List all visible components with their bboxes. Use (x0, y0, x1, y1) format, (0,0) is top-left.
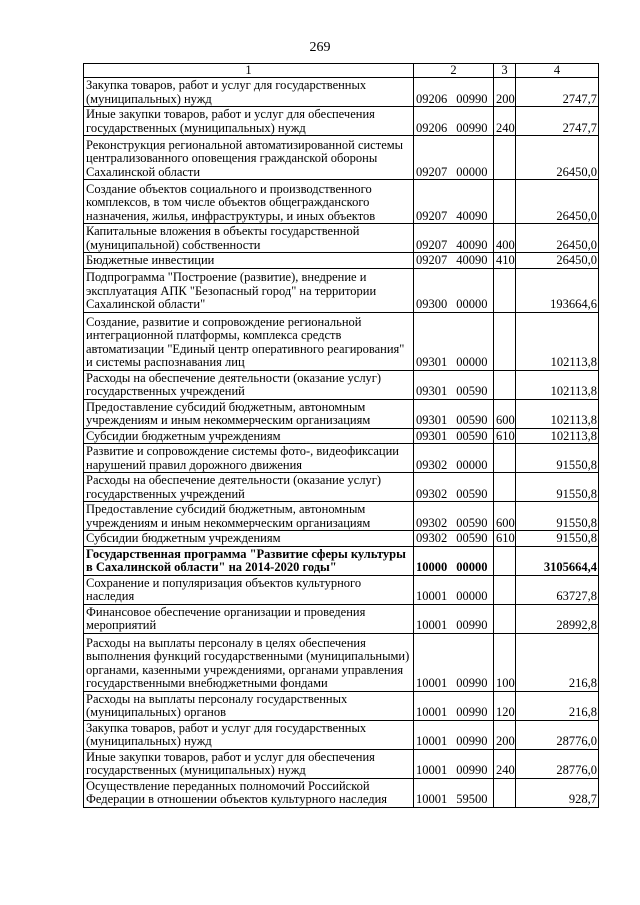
row-sum-cell: 3105664,4 (516, 546, 599, 575)
row-code-direction: 00990 (456, 120, 488, 135)
row-sum-cell: 91550,8 (516, 444, 599, 473)
row-name-cell: Создание, развитие и сопровождение региональной интеграционной платформы, комплекса средств автоматизации "Единый центр оперативного реагирования" и системы распознавания лиц (84, 312, 414, 370)
row-code-cell (414, 312, 494, 370)
row-code-cell (414, 749, 494, 778)
table-row (84, 78, 599, 107)
row-expense-type-cell (494, 604, 516, 633)
row-sum-cell: 2747,7 (516, 107, 599, 136)
table-row (84, 268, 599, 312)
row-expense-type-cell (494, 473, 516, 502)
row-sum-cell: 216,8 (516, 633, 599, 691)
table-row (84, 720, 599, 749)
row-expense-type-cell: 610 (494, 531, 516, 547)
row-code-cell (414, 253, 494, 269)
header-cell-sum: 4 (516, 64, 599, 78)
table-row (84, 428, 599, 444)
row-code-program: 10001 (416, 618, 448, 632)
row-code-cell (414, 428, 494, 444)
row-code-cell (414, 473, 494, 502)
row-code-program: 09207 (416, 164, 448, 179)
header-cell-vr: 3 (494, 64, 516, 78)
row-name-cell: Финансовое обеспечение организации и проведения мероприятий (84, 604, 414, 633)
page-number: 269 (309, 40, 331, 55)
row-sum-cell: 63727,8 (516, 575, 599, 604)
row-code-direction: 40090 (456, 208, 488, 223)
table-row (84, 370, 599, 399)
row-sum-cell: 91550,8 (516, 502, 599, 531)
row-code-direction: 00000 (456, 589, 488, 603)
row-code-program: 09206 (416, 120, 448, 135)
row-code-direction: 59500 (456, 792, 488, 806)
row-code-program: 09207 (416, 253, 448, 267)
row-code-program: 09302 (416, 531, 448, 545)
table-row (84, 180, 599, 224)
row-code-direction: 00990 (456, 763, 488, 777)
row-code-program: 09301 (416, 428, 448, 443)
row-expense-type-cell: 600 (494, 399, 516, 428)
row-sum-cell: 193664,6 (516, 268, 599, 312)
row-code-cell (414, 136, 494, 180)
row-name-cell: Расходы на выплаты персоналу государственных (муниципальных) органов (84, 691, 414, 720)
table-row (84, 224, 599, 253)
row-expense-type-cell: 410 (494, 253, 516, 269)
row-code-cell (414, 778, 494, 807)
row-code-program: 09301 (416, 355, 448, 369)
table-row (84, 546, 599, 575)
row-code-direction: 00590 (456, 515, 488, 530)
row-code-direction: 00990 (456, 676, 488, 690)
row-code-direction: 00590 (456, 486, 488, 501)
table-row (84, 473, 599, 502)
table-row (84, 399, 599, 428)
header-cell-name: 1 (84, 64, 414, 78)
row-code-cell (414, 444, 494, 473)
row-expense-type-cell (494, 136, 516, 180)
row-sum-cell: 91550,8 (516, 531, 599, 547)
row-expense-type-cell: 200 (494, 78, 516, 107)
row-sum-cell: 2747,7 (516, 78, 599, 107)
budget-table (83, 63, 599, 808)
row-code-direction: 00990 (456, 734, 488, 748)
row-name-cell: Государственная программа "Развитие сферы культуры в Сахалинской области" на 2014-2020 годы" (84, 546, 414, 575)
row-expense-type-cell (494, 312, 516, 370)
row-sum-cell: 28776,0 (516, 720, 599, 749)
row-code-direction: 40090 (456, 237, 488, 252)
row-sum-cell: 216,8 (516, 691, 599, 720)
row-sum-cell: 102113,8 (516, 399, 599, 428)
row-expense-type-cell (494, 180, 516, 224)
row-expense-type-cell (494, 268, 516, 312)
row-name-cell: Закупка товаров, работ и услуг для государственных (муниципальных) нужд (84, 720, 414, 749)
row-name-cell: Осуществление переданных полномочий Российской Федерации в отношении объектов культурного наследия (84, 778, 414, 807)
table-row (84, 253, 599, 269)
header-cell-code: 2 (414, 64, 494, 78)
row-code-program: 09207 (416, 208, 448, 223)
row-code-cell (414, 180, 494, 224)
row-code-program: 09207 (416, 237, 448, 252)
row-name-cell: Иные закупки товаров, работ и услуг для обеспечения государственных (муниципальных) нужд (84, 107, 414, 136)
row-code-program: 10001 (416, 763, 448, 777)
row-code-direction: 00990 (456, 705, 488, 719)
row-name-cell: Капитальные вложения в объекты государственной (муниципальной) собственности (84, 224, 414, 253)
row-sum-cell: 102113,8 (516, 312, 599, 370)
row-code-cell (414, 370, 494, 399)
row-expense-type-cell (494, 575, 516, 604)
row-name-cell: Субсидии бюджетным учреждениям (84, 428, 414, 444)
header-row (84, 64, 599, 78)
row-name-cell: Сохранение и популяризация объектов культурного наследия (84, 575, 414, 604)
row-code-cell (414, 633, 494, 691)
row-code-cell (414, 399, 494, 428)
row-expense-type-cell: 600 (494, 502, 516, 531)
row-code-direction: 00000 (456, 457, 488, 472)
row-sum-cell: 102113,8 (516, 370, 599, 399)
row-code-program: 10001 (416, 676, 448, 690)
row-sum-cell: 26450,0 (516, 180, 599, 224)
row-name-cell: Бюджетные инвестиции (84, 253, 414, 269)
row-expense-type-cell: 100 (494, 633, 516, 691)
row-code-program: 10001 (416, 734, 448, 748)
row-expense-type-cell: 120 (494, 691, 516, 720)
row-expense-type-cell (494, 444, 516, 473)
row-expense-type-cell: 240 (494, 749, 516, 778)
table-row (84, 444, 599, 473)
row-code-cell (414, 78, 494, 107)
row-code-program: 09302 (416, 457, 448, 472)
row-sum-cell: 26450,0 (516, 136, 599, 180)
row-expense-type-cell (494, 778, 516, 807)
table-row (84, 749, 599, 778)
row-code-program: 10001 (416, 792, 448, 806)
row-expense-type-cell (494, 546, 516, 575)
row-code-cell (414, 720, 494, 749)
row-code-program: 09206 (416, 91, 448, 106)
row-code-direction: 00000 (456, 164, 488, 179)
row-name-cell: Развитие и сопровождение системы фото-, видеофиксации нарушений правил дорожного движения (84, 444, 414, 473)
row-code-direction: 00000 (456, 355, 488, 369)
table-row (84, 107, 599, 136)
row-expense-type-cell: 400 (494, 224, 516, 253)
row-name-cell: Подпрограмма "Построение (развитие), внедрение и эксплуатация АПК "Безопасный город" на территории Сахалинской области" (84, 268, 414, 312)
row-code-cell (414, 107, 494, 136)
row-expense-type-cell (494, 370, 516, 399)
row-code-cell (414, 575, 494, 604)
row-code-direction: 40090 (456, 253, 488, 267)
row-name-cell: Предоставление субсидий бюджетным, автономным учреждениям и иным некоммерческим организациям (84, 399, 414, 428)
row-name-cell: Закупка товаров, работ и услуг для государственных (муниципальных) нужд (84, 78, 414, 107)
table-row (84, 575, 599, 604)
row-expense-type-cell: 610 (494, 428, 516, 444)
row-code-direction: 00990 (456, 618, 488, 632)
row-code-cell (414, 502, 494, 531)
row-code-cell (414, 546, 494, 575)
row-code-cell (414, 268, 494, 312)
row-code-program: 10000 (416, 560, 448, 574)
table-body (84, 78, 599, 808)
row-code-program: 10001 (416, 705, 448, 719)
table-row (84, 604, 599, 633)
row-code-cell (414, 691, 494, 720)
row-code-direction: 00590 (456, 384, 488, 398)
row-name-cell: Иные закупки товаров, работ и услуг для обеспечения государственных (муниципальных) нужд (84, 749, 414, 778)
row-code-direction: 00590 (456, 531, 488, 545)
row-code-program: 09300 (416, 297, 448, 311)
table-row (84, 691, 599, 720)
row-code-program: 09302 (416, 515, 448, 530)
table-row (84, 633, 599, 691)
table-row (84, 312, 599, 370)
row-code-cell (414, 224, 494, 253)
row-name-cell: Создание объектов социального и производственного комплексов, в том числе объектов общегражданского назначения, жилья, инфраструктуры, и иных объектов (84, 180, 414, 224)
row-name-cell: Предоставление субсидий бюджетным, автономным учреждениям и иным некоммерческим организациям (84, 502, 414, 531)
row-name-cell: Расходы на обеспечение деятельности (оказание услуг) государственных учреждений (84, 370, 414, 399)
row-sum-cell: 28992,8 (516, 604, 599, 633)
table-row (84, 502, 599, 531)
row-name-cell: Расходы на выплаты персоналу в целях обеспечения выполнения функций государственными (муниципальными) органами, казенными учреждениями, органами управления государственными внебюджетными фондами (84, 633, 414, 691)
row-name-cell: Расходы на обеспечение деятельности (оказание услуг) государственных учреждений (84, 473, 414, 502)
row-code-direction: 00590 (456, 413, 488, 427)
row-code-cell (414, 604, 494, 633)
row-code-program: 09301 (416, 413, 448, 427)
row-code-cell (414, 531, 494, 547)
row-code-direction: 00590 (456, 428, 488, 443)
row-sum-cell: 26450,0 (516, 253, 599, 269)
row-sum-cell: 102113,8 (516, 428, 599, 444)
row-code-direction: 00000 (456, 297, 488, 311)
row-sum-cell: 28776,0 (516, 749, 599, 778)
table-row (84, 136, 599, 180)
row-expense-type-cell: 200 (494, 720, 516, 749)
row-sum-cell: 26450,0 (516, 224, 599, 253)
row-name-cell: Субсидии бюджетным учреждениям (84, 531, 414, 547)
row-expense-type-cell: 240 (494, 107, 516, 136)
table-row (84, 778, 599, 807)
row-code-direction: 00990 (456, 91, 488, 106)
row-code-program: 09302 (416, 486, 448, 501)
row-name-cell: Реконструкция региональной автоматизированной системы централизованного оповещения гражданской обороны Сахалинской области (84, 136, 414, 180)
row-sum-cell: 91550,8 (516, 473, 599, 502)
table-row (84, 531, 599, 547)
row-code-program: 09301 (416, 384, 448, 398)
row-code-program: 10001 (416, 589, 448, 603)
row-sum-cell: 928,7 (516, 778, 599, 807)
row-code-direction: 00000 (456, 560, 488, 574)
